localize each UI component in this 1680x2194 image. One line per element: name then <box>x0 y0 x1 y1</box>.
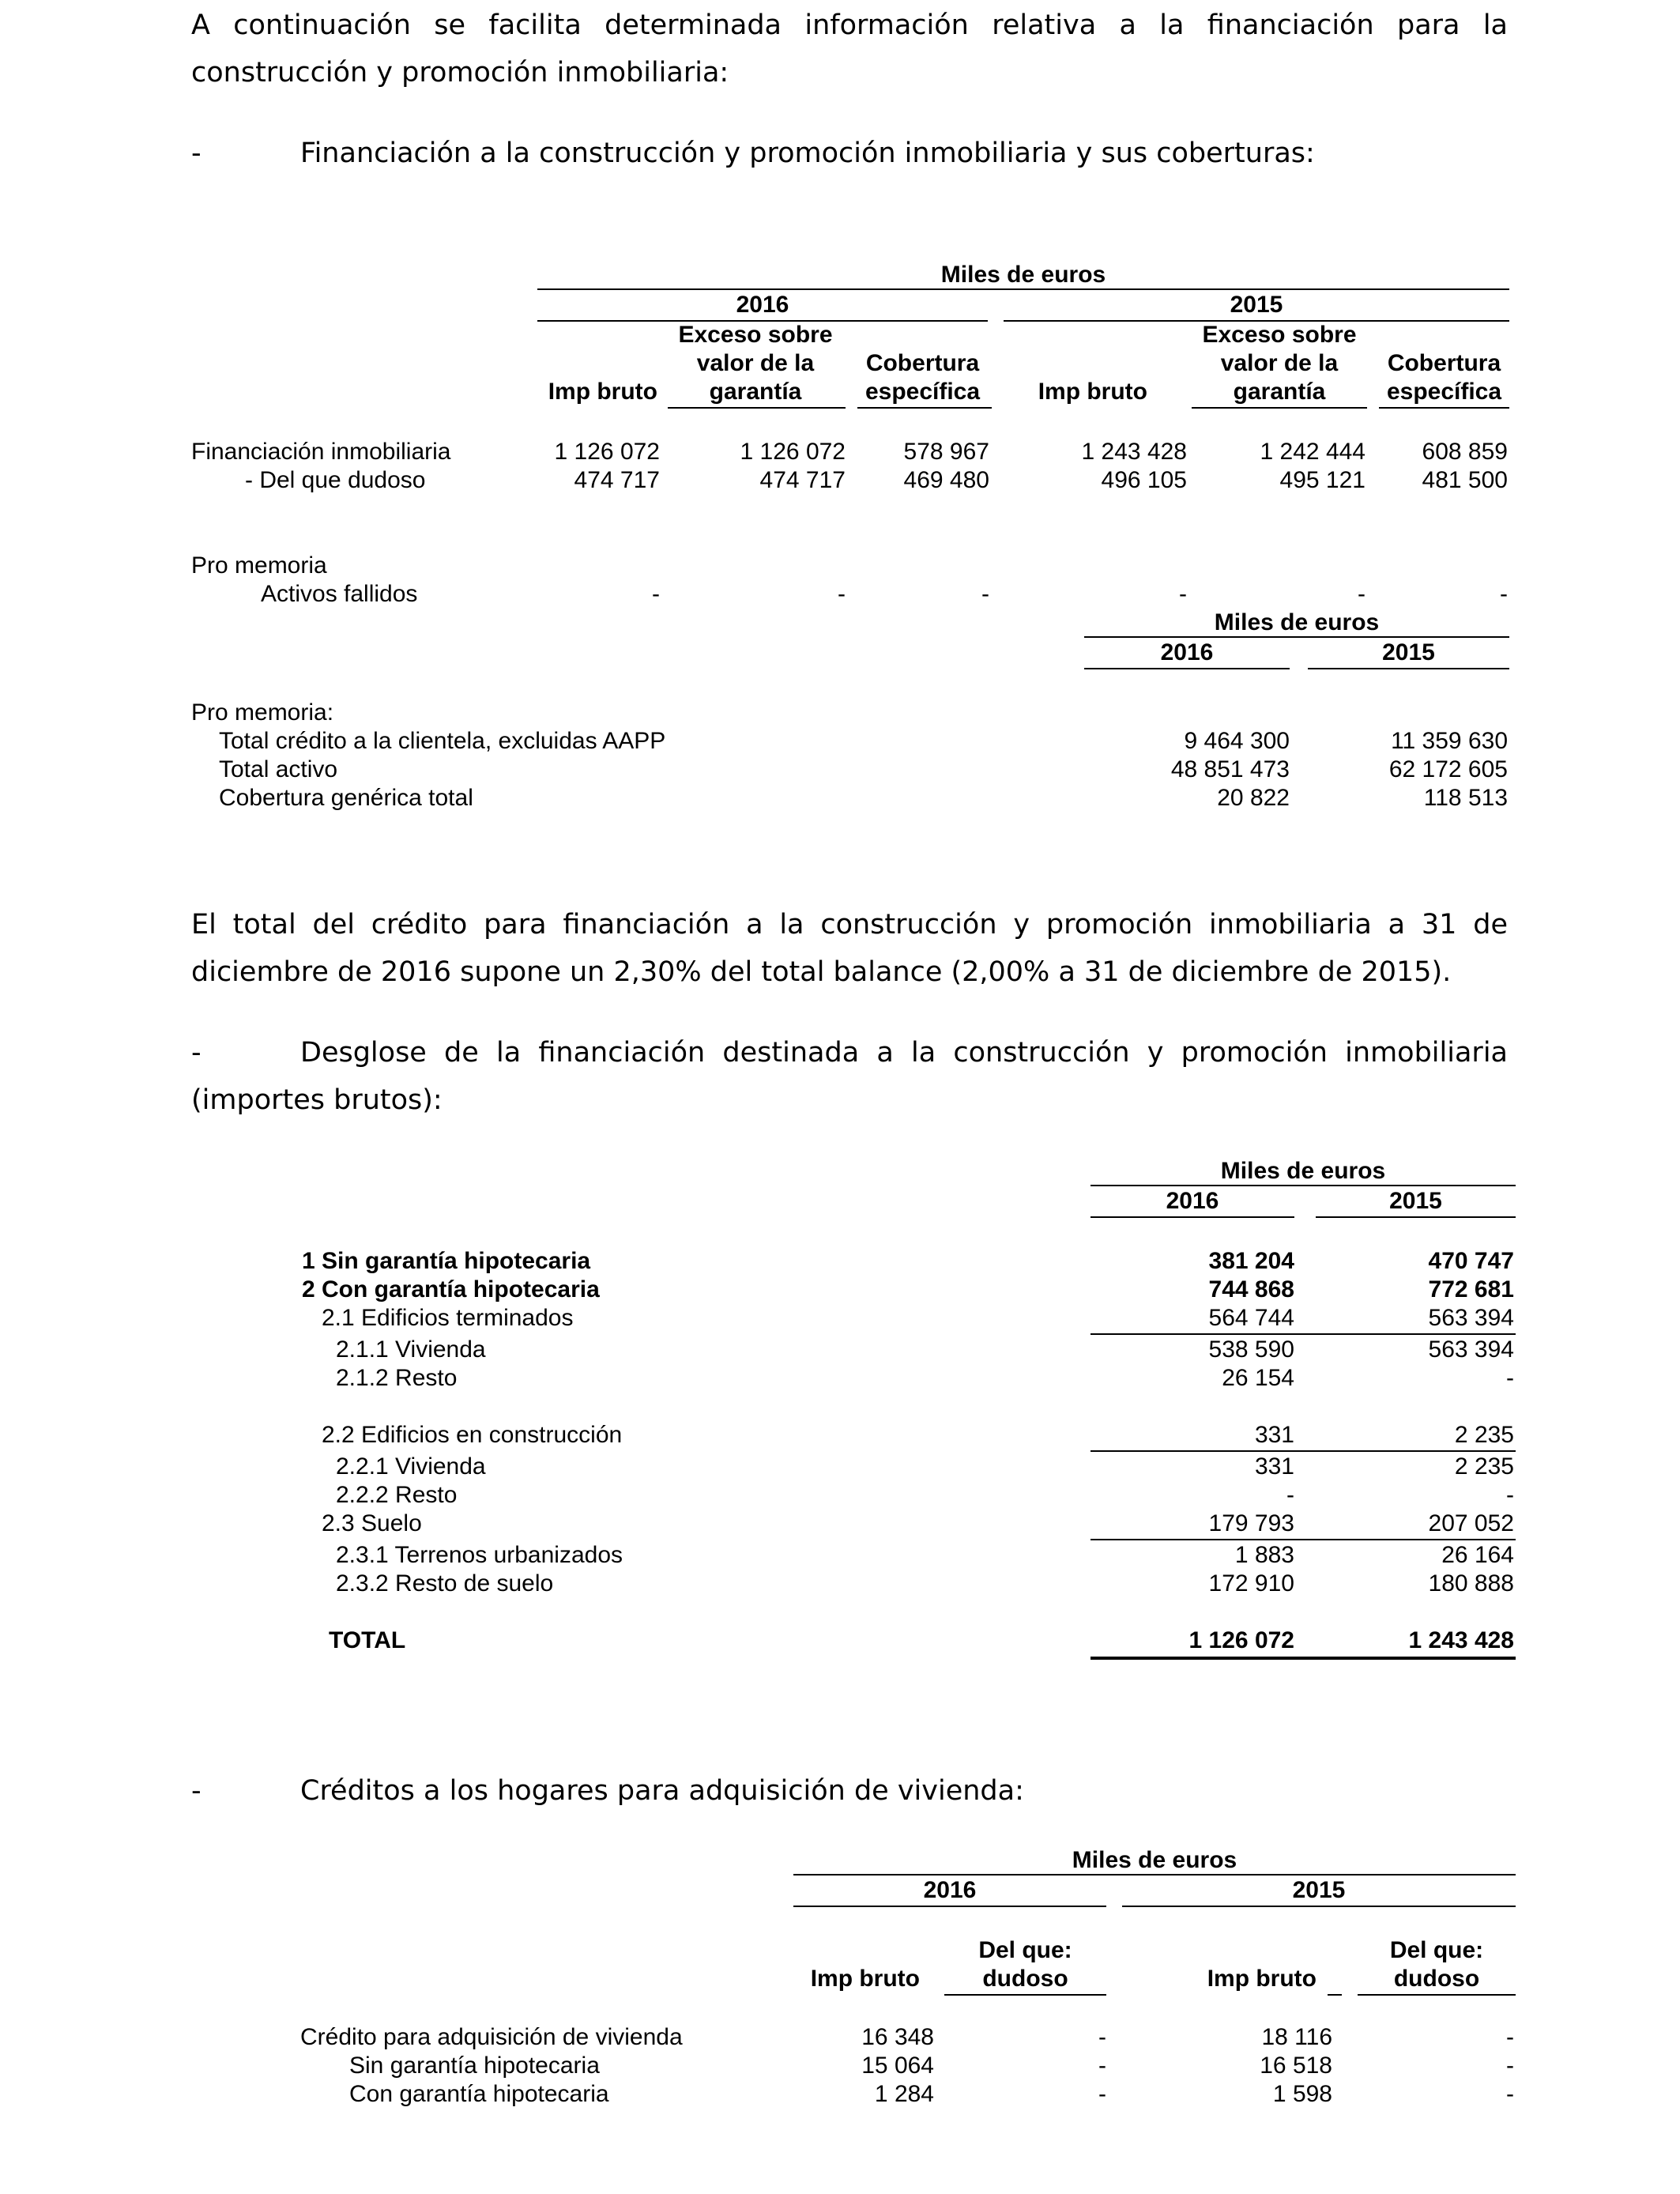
bullet-heading: Créditos a los hogares para adquisición de vivienda: <box>300 1775 1024 1807</box>
row-label: Cobertura genérica total <box>219 785 473 811</box>
cell: - <box>1358 581 1365 607</box>
col-header-del-que-line2: dudoso <box>1393 1966 1480 1992</box>
year-header-2015: 2015 <box>1382 639 1435 665</box>
col-header-cobertura-line2: específica <box>864 379 981 405</box>
cell: 563 394 <box>1428 1336 1514 1363</box>
cell: 18 116 <box>1261 2024 1332 2050</box>
cell: - <box>1500 581 1508 607</box>
row-label: Crédito para adquisición de vivienda <box>300 2024 683 2050</box>
col-header-cobertura-line2: específica <box>1386 379 1502 405</box>
row-label: 2.2.1 Vivienda <box>336 1453 486 1480</box>
cell: - <box>1179 581 1187 607</box>
cell: 180 888 <box>1428 1570 1514 1596</box>
cell: - <box>1506 2053 1514 2079</box>
year-header-2015: 2015 <box>1292 1877 1346 1903</box>
col-header-exceso-line1: Exceso sobre <box>678 322 833 348</box>
bullet-dash: - <box>191 138 202 169</box>
total-cell: 1 126 072 <box>1188 1627 1294 1653</box>
row-label: Financiación inmobiliaria <box>191 439 451 465</box>
cell: 1 242 444 <box>1260 439 1365 465</box>
cell: 564 744 <box>1208 1305 1294 1331</box>
cell: 1 243 428 <box>1081 439 1187 465</box>
row-label: 2.1 Edificios terminados <box>322 1305 574 1331</box>
col-header-exceso-line3: garantía <box>1233 379 1326 405</box>
cell: 381 204 <box>1208 1248 1294 1274</box>
row-label: 2.2.2 Resto <box>336 1482 458 1508</box>
cell: 207 052 <box>1428 1510 1514 1536</box>
col-header-imp-bruto: Imp bruto <box>1038 379 1147 405</box>
cell: 744 868 <box>1208 1276 1294 1302</box>
col-header-cobertura-line1: Cobertura <box>865 350 980 376</box>
col-header-cobertura-line1: Cobertura <box>1387 350 1501 376</box>
cell: 11 359 630 <box>1391 728 1508 754</box>
col-header-imp-bruto: Imp bruto <box>810 1966 920 1992</box>
bullet-dash: - <box>191 1775 202 1807</box>
cell: 20 822 <box>1217 785 1290 811</box>
cell: - <box>1506 2024 1514 2050</box>
cell: 496 105 <box>1101 467 1187 493</box>
cell: 2 235 <box>1454 1422 1514 1448</box>
cell: 474 717 <box>759 467 846 493</box>
cell: 9 464 300 <box>1184 728 1290 754</box>
cell: 15 064 <box>861 2053 934 2079</box>
cell: 469 480 <box>903 467 989 493</box>
cell: - <box>1286 1482 1294 1508</box>
cell: 563 394 <box>1428 1305 1514 1331</box>
cell: - <box>1506 1482 1514 1508</box>
cell: - <box>981 581 989 607</box>
summary-paragraph: El total del crédito para financiación a la construcción y promoción inmobiliaria a 31 de diciembre de 2016 supone un 2,30% del total balance (2,00% a 31 de diciembre de 2015). <box>191 909 1508 988</box>
bullet-dash: - <box>191 1037 202 1069</box>
bullet-heading: Desglose de la financiación destinada a la construcción y promoción inmobiliaria (importes brutos): <box>191 1037 1508 1116</box>
total-label: TOTAL <box>329 1627 406 1653</box>
cell: 772 681 <box>1428 1276 1514 1302</box>
col-header-exceso-line2: valor de la <box>696 350 815 376</box>
cell: 538 590 <box>1208 1336 1294 1363</box>
cell: 331 <box>1254 1453 1294 1480</box>
row-label: Total crédito a la clientela, excluidas AAPP <box>219 728 666 754</box>
row-label: Con garantía hipotecaria <box>349 2081 609 2107</box>
year-header-2016: 2016 <box>1160 639 1214 665</box>
table-units-header: Miles de euros <box>1214 609 1380 635</box>
cell: - <box>1506 1365 1514 1391</box>
year-header-2015: 2015 <box>1230 292 1283 318</box>
cell: 26 164 <box>1441 1542 1514 1568</box>
row-label: 2 Con garantía hipotecaria <box>302 1276 600 1302</box>
row-label: 1 Sin garantía hipotecaria <box>302 1248 591 1274</box>
cell: 1 598 <box>1272 2081 1332 2107</box>
col-header-exceso-line2: valor de la <box>1220 350 1339 376</box>
row-label: 2.1.2 Resto <box>336 1365 458 1391</box>
cell: 1 284 <box>874 2081 934 2107</box>
row-label: 2.1.1 Vivienda <box>336 1336 486 1363</box>
row-label: Activos fallidos <box>261 581 418 607</box>
cell: - <box>1098 2053 1106 2079</box>
cell: 1 126 072 <box>740 439 846 465</box>
cell: 16 348 <box>861 2024 934 2050</box>
col-header-del-que-line1: Del que: <box>1389 1937 1484 1963</box>
cell: 1 126 072 <box>554 439 660 465</box>
total-cell: 1 243 428 <box>1408 1627 1514 1653</box>
intro-paragraph: A continuación se facilita determinada información relativa a la financiación para la construcción y promoción inmobiliaria: <box>191 9 1508 89</box>
cell: 118 513 <box>1423 785 1508 811</box>
row-label: 2.3.2 Resto de suelo <box>336 1570 554 1596</box>
cell: 2 235 <box>1454 1453 1514 1480</box>
bullet-heading: Financiación a la construcción y promoción inmobiliaria y sus coberturas: <box>300 138 1315 169</box>
year-header-2016: 2016 <box>736 292 789 318</box>
cell: 1 883 <box>1234 1542 1294 1568</box>
table-units-header: Miles de euros <box>940 262 1106 288</box>
cell: 578 967 <box>903 439 989 465</box>
col-header-imp-bruto: Imp bruto <box>1207 1966 1317 1992</box>
cell: 179 793 <box>1208 1510 1294 1536</box>
table-title: Pro memoria: <box>191 699 334 726</box>
row-label: Total activo <box>219 756 338 782</box>
year-header-2016: 2016 <box>1166 1188 1219 1214</box>
cell: 470 747 <box>1428 1248 1514 1274</box>
col-header-exceso-line1: Exceso sobre <box>1202 322 1357 348</box>
cell: - <box>1098 2081 1106 2107</box>
cell: - <box>1098 2024 1106 2050</box>
cell: 172 910 <box>1208 1570 1294 1596</box>
row-label: 2.3 Suelo <box>322 1510 422 1536</box>
cell: 481 500 <box>1422 467 1508 493</box>
pro-memoria-label: Pro memoria <box>191 552 327 579</box>
year-header-2016: 2016 <box>923 1877 977 1903</box>
row-label: Sin garantía hipotecaria <box>349 2053 600 2079</box>
cell: 16 518 <box>1260 2053 1332 2079</box>
cell: 474 717 <box>574 467 660 493</box>
row-label: 2.2 Edificios en construcción <box>322 1422 623 1448</box>
row-label: 2.3.1 Terrenos urbanizados <box>336 1542 623 1568</box>
cell: 48 851 473 <box>1170 756 1290 782</box>
table-units-header: Miles de euros <box>1220 1158 1386 1184</box>
cell: 495 121 <box>1279 467 1365 493</box>
col-header-exceso-line3: garantía <box>709 379 802 405</box>
row-label: - Del que dudoso <box>245 467 426 493</box>
col-header-del-que-line2: dudoso <box>982 1966 1068 1992</box>
cell: 62 172 605 <box>1388 756 1508 782</box>
year-header-2015: 2015 <box>1389 1188 1442 1214</box>
cell: 331 <box>1254 1422 1294 1448</box>
col-header-imp-bruto: Imp bruto <box>548 379 657 405</box>
table-units-header: Miles de euros <box>1072 1847 1237 1873</box>
cell: - <box>838 581 846 607</box>
cell: 26 154 <box>1222 1365 1294 1391</box>
col-header-del-que-line1: Del que: <box>978 1937 1072 1963</box>
cell: - <box>652 581 660 607</box>
cell: 608 859 <box>1422 439 1508 465</box>
cell: - <box>1506 2081 1514 2107</box>
